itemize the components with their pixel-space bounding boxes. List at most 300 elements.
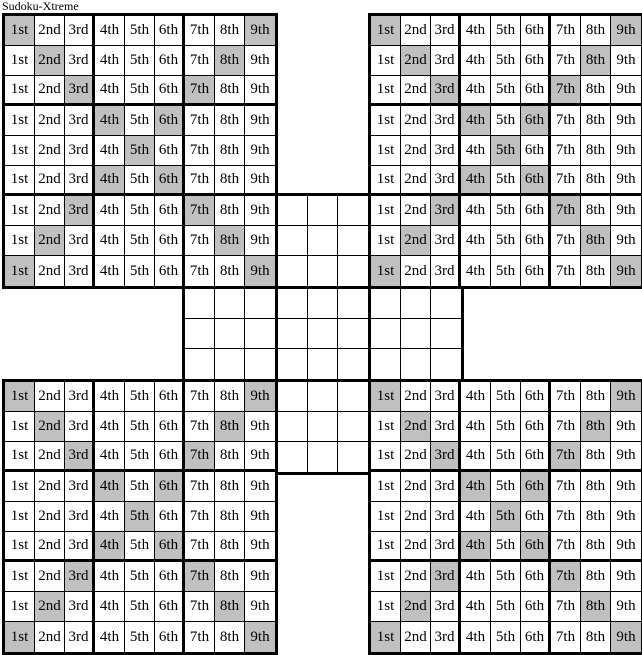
top-right-cell-r2c7[interactable]: 7th <box>551 46 581 76</box>
top-left-cell-r9c2[interactable]: 2nd <box>35 256 65 286</box>
bottom-right-cell-r2c6[interactable]: 6th <box>521 412 551 442</box>
top-right-cell-r1c5[interactable]: 5th <box>491 16 521 46</box>
center-bottom-middle-cell-r3c1[interactable] <box>278 442 308 472</box>
bottom-left-cell-r7c8[interactable]: 8th <box>215 562 245 592</box>
bottom-right-cell-r7c7[interactable]: 7th <box>551 562 581 592</box>
top-right-cell-r8c8[interactable]: 8th <box>581 226 611 256</box>
bottom-left-cell-r2c3[interactable]: 3rd <box>65 412 95 442</box>
center-top-middle-cell-r2c1[interactable] <box>278 226 308 256</box>
bottom-right-cell-r9c6[interactable]: 6th <box>521 622 551 652</box>
bottom-right-cell-r9c5[interactable]: 5th <box>491 622 521 652</box>
center-middle-right-cell-r1c2[interactable] <box>401 289 431 319</box>
top-left-cell-r8c3[interactable]: 3rd <box>65 226 95 256</box>
top-left-cell-r1c4[interactable]: 4th <box>95 16 125 46</box>
bottom-right-cell-r9c3[interactable]: 3rd <box>431 622 461 652</box>
top-left-cell-r1c1[interactable]: 1st <box>5 16 35 46</box>
top-left-cell-r1c5[interactable]: 5th <box>125 16 155 46</box>
bottom-right-cell-r2c1[interactable]: 1st <box>371 412 401 442</box>
top-left-cell-r2c6[interactable]: 6th <box>155 46 185 76</box>
top-right-cell-r2c2[interactable]: 2nd <box>401 46 431 76</box>
bottom-right-cell-r9c8[interactable]: 8th <box>581 622 611 652</box>
bottom-left-cell-r4c2[interactable]: 2nd <box>35 472 65 502</box>
top-left-cell-r2c8[interactable]: 8th <box>215 46 245 76</box>
bottom-right-cell-r9c7[interactable]: 7th <box>551 622 581 652</box>
top-right-cell-r4c5[interactable]: 5th <box>491 106 521 136</box>
top-right-cell-r8c3[interactable]: 3rd <box>431 226 461 256</box>
top-left-cell-r6c2[interactable]: 2nd <box>35 166 65 196</box>
top-left-cell-r3c8[interactable]: 8th <box>215 76 245 106</box>
bottom-right-cell-r7c9[interactable]: 9th <box>611 562 641 592</box>
bottom-right-cell-r1c1[interactable]: 1st <box>371 382 401 412</box>
bottom-left-cell-r6c8[interactable]: 8th <box>215 532 245 562</box>
bottom-left-cell-r9c9[interactable]: 9th <box>245 622 275 652</box>
top-right-cell-r5c2[interactable]: 2nd <box>401 136 431 166</box>
top-right-cell-r4c4[interactable]: 4th <box>461 106 491 136</box>
top-left-cell-r5c8[interactable]: 8th <box>215 136 245 166</box>
top-left-cell-r7c3[interactable]: 3rd <box>65 196 95 226</box>
top-right-cell-r1c7[interactable]: 7th <box>551 16 581 46</box>
bottom-left-cell-r9c2[interactable]: 2nd <box>35 622 65 652</box>
top-right-cell-r1c1[interactable]: 1st <box>371 16 401 46</box>
top-left-cell-r7c2[interactable]: 2nd <box>35 196 65 226</box>
bottom-left-cell-r8c9[interactable]: 9th <box>245 592 275 622</box>
bottom-left-cell-r1c6[interactable]: 6th <box>155 382 185 412</box>
bottom-left-cell-r1c9[interactable]: 9th <box>245 382 275 412</box>
center-top-middle-cell-r1c2[interactable] <box>308 196 338 226</box>
top-left-cell-r4c2[interactable]: 2nd <box>35 106 65 136</box>
bottom-left-cell-r5c1[interactable]: 1st <box>5 502 35 532</box>
top-right-cell-r1c6[interactable]: 6th <box>521 16 551 46</box>
top-right-cell-r8c6[interactable]: 6th <box>521 226 551 256</box>
bottom-right-cell-r2c8[interactable]: 8th <box>581 412 611 442</box>
bottom-right-cell-r8c3[interactable]: 3rd <box>431 592 461 622</box>
center-bottom-middle-cell-r3c2[interactable] <box>308 442 338 472</box>
top-left-cell-r5c4[interactable]: 4th <box>95 136 125 166</box>
top-left-cell-r1c9[interactable]: 9th <box>245 16 275 46</box>
bottom-left-cell-r4c5[interactable]: 5th <box>125 472 155 502</box>
top-right-cell-r5c9[interactable]: 9th <box>611 136 641 166</box>
top-right-cell-r6c4[interactable]: 4th <box>461 166 491 196</box>
bottom-left-cell-r8c5[interactable]: 5th <box>125 592 155 622</box>
bottom-right-cell-r8c2[interactable]: 2nd <box>401 592 431 622</box>
bottom-right-cell-r1c2[interactable]: 2nd <box>401 382 431 412</box>
center-top-middle-cell-r1c1[interactable] <box>278 196 308 226</box>
bottom-right-cell-r4c3[interactable]: 3rd <box>431 472 461 502</box>
bottom-right-cell-r3c5[interactable]: 5th <box>491 442 521 472</box>
bottom-left-cell-r2c5[interactable]: 5th <box>125 412 155 442</box>
center-middle-left-cell-r1c1[interactable] <box>185 289 215 319</box>
center-middle-center-cell-r2c2[interactable] <box>308 319 338 349</box>
top-right-cell-r6c7[interactable]: 7th <box>551 166 581 196</box>
top-right-cell-r7c1[interactable]: 1st <box>371 196 401 226</box>
center-top-middle-cell-r2c2[interactable] <box>308 226 338 256</box>
bottom-left-cell-r1c8[interactable]: 8th <box>215 382 245 412</box>
bottom-left-cell-r7c4[interactable]: 4th <box>95 562 125 592</box>
top-right-cell-r9c4[interactable]: 4th <box>461 256 491 286</box>
top-right-cell-r2c8[interactable]: 8th <box>581 46 611 76</box>
bottom-left-cell-r6c1[interactable]: 1st <box>5 532 35 562</box>
top-right-cell-r8c7[interactable]: 7th <box>551 226 581 256</box>
bottom-left-cell-r3c1[interactable]: 1st <box>5 442 35 472</box>
bottom-right-cell-r5c9[interactable]: 9th <box>611 502 641 532</box>
center-middle-right-cell-r3c2[interactable] <box>401 349 431 379</box>
bottom-right-cell-r3c2[interactable]: 2nd <box>401 442 431 472</box>
top-left-cell-r6c8[interactable]: 8th <box>215 166 245 196</box>
top-right-cell-r2c1[interactable]: 1st <box>371 46 401 76</box>
top-left-cell-r7c8[interactable]: 8th <box>215 196 245 226</box>
top-left-cell-r7c5[interactable]: 5th <box>125 196 155 226</box>
top-right-cell-r3c3[interactable]: 3rd <box>431 76 461 106</box>
top-left-cell-r3c2[interactable]: 2nd <box>35 76 65 106</box>
top-left-cell-r6c4[interactable]: 4th <box>95 166 125 196</box>
bottom-right-cell-r3c4[interactable]: 4th <box>461 442 491 472</box>
bottom-left-cell-r9c7[interactable]: 7th <box>185 622 215 652</box>
top-right-cell-r3c7[interactable]: 7th <box>551 76 581 106</box>
top-right-cell-r7c2[interactable]: 2nd <box>401 196 431 226</box>
center-bottom-middle-cell-r3c3[interactable] <box>338 442 368 472</box>
top-right-cell-r7c4[interactable]: 4th <box>461 196 491 226</box>
bottom-right-cell-r5c5[interactable]: 5th <box>491 502 521 532</box>
top-right-cell-r2c5[interactable]: 5th <box>491 46 521 76</box>
top-right-cell-r4c1[interactable]: 1st <box>371 106 401 136</box>
top-right-cell-r3c9[interactable]: 9th <box>611 76 641 106</box>
top-right-cell-r6c8[interactable]: 8th <box>581 166 611 196</box>
bottom-left-cell-r5c6[interactable]: 6th <box>155 502 185 532</box>
top-left-cell-r2c2[interactable]: 2nd <box>35 46 65 76</box>
bottom-left-cell-r2c7[interactable]: 7th <box>185 412 215 442</box>
top-left-cell-r6c5[interactable]: 5th <box>125 166 155 196</box>
center-bottom-middle-cell-r1c2[interactable] <box>308 382 338 412</box>
bottom-left-cell-r6c2[interactable]: 2nd <box>35 532 65 562</box>
top-right-cell-r8c4[interactable]: 4th <box>461 226 491 256</box>
bottom-left-cell-r2c9[interactable]: 9th <box>245 412 275 442</box>
top-right-cell-r5c3[interactable]: 3rd <box>431 136 461 166</box>
bottom-right-cell-r6c9[interactable]: 9th <box>611 532 641 562</box>
bottom-left-cell-r3c6[interactable]: 6th <box>155 442 185 472</box>
center-middle-center-cell-r1c3[interactable] <box>338 289 368 319</box>
top-right-cell-r2c3[interactable]: 3rd <box>431 46 461 76</box>
top-right-cell-r5c4[interactable]: 4th <box>461 136 491 166</box>
bottom-right-cell-r5c1[interactable]: 1st <box>371 502 401 532</box>
bottom-left-cell-r2c1[interactable]: 1st <box>5 412 35 442</box>
bottom-left-cell-r9c3[interactable]: 3rd <box>65 622 95 652</box>
top-right-cell-r6c1[interactable]: 1st <box>371 166 401 196</box>
bottom-right-cell-r6c3[interactable]: 3rd <box>431 532 461 562</box>
center-middle-left-cell-r3c1[interactable] <box>185 349 215 379</box>
center-top-middle-cell-r3c1[interactable] <box>278 256 308 286</box>
top-left-cell-r9c4[interactable]: 4th <box>95 256 125 286</box>
bottom-left-cell-r7c9[interactable]: 9th <box>245 562 275 592</box>
center-bottom-middle-cell-r2c3[interactable] <box>338 412 368 442</box>
top-left-cell-r7c6[interactable]: 6th <box>155 196 185 226</box>
bottom-left-cell-r4c8[interactable]: 8th <box>215 472 245 502</box>
center-middle-center-cell-r2c1[interactable] <box>278 319 308 349</box>
top-left-cell-r4c8[interactable]: 8th <box>215 106 245 136</box>
top-right-cell-r3c2[interactable]: 2nd <box>401 76 431 106</box>
bottom-right-cell-r6c1[interactable]: 1st <box>371 532 401 562</box>
bottom-right-cell-r3c9[interactable]: 9th <box>611 442 641 472</box>
bottom-right-cell-r1c5[interactable]: 5th <box>491 382 521 412</box>
center-top-middle-cell-r3c2[interactable] <box>308 256 338 286</box>
bottom-right-cell-r2c3[interactable]: 3rd <box>431 412 461 442</box>
top-left-cell-r8c9[interactable]: 9th <box>245 226 275 256</box>
bottom-right-cell-r5c3[interactable]: 3rd <box>431 502 461 532</box>
top-right-cell-r8c5[interactable]: 5th <box>491 226 521 256</box>
bottom-right-cell-r5c7[interactable]: 7th <box>551 502 581 532</box>
top-right-cell-r5c6[interactable]: 6th <box>521 136 551 166</box>
bottom-right-cell-r8c4[interactable]: 4th <box>461 592 491 622</box>
center-middle-left-cell-r1c3[interactable] <box>245 289 275 319</box>
center-middle-right-cell-r2c1[interactable] <box>371 319 401 349</box>
bottom-right-cell-r2c4[interactable]: 4th <box>461 412 491 442</box>
top-left-cell-r3c6[interactable]: 6th <box>155 76 185 106</box>
center-top-middle-cell-r3c3[interactable] <box>338 256 368 286</box>
top-left-cell-r1c2[interactable]: 2nd <box>35 16 65 46</box>
bottom-right-cell-r2c5[interactable]: 5th <box>491 412 521 442</box>
top-left-cell-r1c8[interactable]: 8th <box>215 16 245 46</box>
top-left-cell-r2c5[interactable]: 5th <box>125 46 155 76</box>
top-right-cell-r9c3[interactable]: 3rd <box>431 256 461 286</box>
top-left-cell-r7c1[interactable]: 1st <box>5 196 35 226</box>
bottom-left-cell-r9c4[interactable]: 4th <box>95 622 125 652</box>
center-middle-center-cell-r3c2[interactable] <box>308 349 338 379</box>
top-right-cell-r6c9[interactable]: 9th <box>611 166 641 196</box>
center-middle-right-cell-r3c1[interactable] <box>371 349 401 379</box>
bottom-right-cell-r9c2[interactable]: 2nd <box>401 622 431 652</box>
bottom-left-cell-r2c4[interactable]: 4th <box>95 412 125 442</box>
bottom-right-cell-r7c4[interactable]: 4th <box>461 562 491 592</box>
top-left-cell-r5c1[interactable]: 1st <box>5 136 35 166</box>
bottom-right-cell-r5c6[interactable]: 6th <box>521 502 551 532</box>
top-left-cell-r2c7[interactable]: 7th <box>185 46 215 76</box>
bottom-left-cell-r6c3[interactable]: 3rd <box>65 532 95 562</box>
bottom-left-cell-r6c9[interactable]: 9th <box>245 532 275 562</box>
bottom-left-cell-r7c1[interactable]: 1st <box>5 562 35 592</box>
center-middle-left-cell-r3c3[interactable] <box>245 349 275 379</box>
top-left-cell-r1c6[interactable]: 6th <box>155 16 185 46</box>
top-right-cell-r3c5[interactable]: 5th <box>491 76 521 106</box>
bottom-right-cell-r4c1[interactable]: 1st <box>371 472 401 502</box>
top-left-cell-r4c1[interactable]: 1st <box>5 106 35 136</box>
bottom-left-cell-r4c6[interactable]: 6th <box>155 472 185 502</box>
bottom-right-cell-r1c4[interactable]: 4th <box>461 382 491 412</box>
top-right-cell-r5c1[interactable]: 1st <box>371 136 401 166</box>
top-left-cell-r7c4[interactable]: 4th <box>95 196 125 226</box>
bottom-left-cell-r3c3[interactable]: 3rd <box>65 442 95 472</box>
top-left-cell-r3c9[interactable]: 9th <box>245 76 275 106</box>
top-left-cell-r7c9[interactable]: 9th <box>245 196 275 226</box>
bottom-left-cell-r7c3[interactable]: 3rd <box>65 562 95 592</box>
bottom-right-cell-r3c3[interactable]: 3rd <box>431 442 461 472</box>
top-right-cell-r3c4[interactable]: 4th <box>461 76 491 106</box>
center-middle-left-cell-r2c2[interactable] <box>215 319 245 349</box>
top-left-cell-r2c1[interactable]: 1st <box>5 46 35 76</box>
bottom-right-cell-r8c8[interactable]: 8th <box>581 592 611 622</box>
top-right-cell-r7c9[interactable]: 9th <box>611 196 641 226</box>
bottom-left-cell-r3c5[interactable]: 5th <box>125 442 155 472</box>
top-right-cell-r7c7[interactable]: 7th <box>551 196 581 226</box>
top-left-cell-r5c7[interactable]: 7th <box>185 136 215 166</box>
top-left-cell-r9c3[interactable]: 3rd <box>65 256 95 286</box>
top-left-cell-r4c6[interactable]: 6th <box>155 106 185 136</box>
top-right-cell-r3c8[interactable]: 8th <box>581 76 611 106</box>
bottom-left-cell-r5c8[interactable]: 8th <box>215 502 245 532</box>
bottom-right-cell-r9c4[interactable]: 4th <box>461 622 491 652</box>
bottom-left-cell-r4c7[interactable]: 7th <box>185 472 215 502</box>
center-middle-right-cell-r1c1[interactable] <box>371 289 401 319</box>
bottom-left-cell-r5c4[interactable]: 4th <box>95 502 125 532</box>
top-left-cell-r9c5[interactable]: 5th <box>125 256 155 286</box>
bottom-left-cell-r7c7[interactable]: 7th <box>185 562 215 592</box>
bottom-right-cell-r2c7[interactable]: 7th <box>551 412 581 442</box>
bottom-right-cell-r7c5[interactable]: 5th <box>491 562 521 592</box>
center-middle-left-cell-r1c2[interactable] <box>215 289 245 319</box>
top-right-cell-r9c2[interactable]: 2nd <box>401 256 431 286</box>
bottom-left-cell-r3c9[interactable]: 9th <box>245 442 275 472</box>
bottom-left-cell-r1c2[interactable]: 2nd <box>35 382 65 412</box>
bottom-left-cell-r2c8[interactable]: 8th <box>215 412 245 442</box>
top-left-cell-r3c3[interactable]: 3rd <box>65 76 95 106</box>
top-right-cell-r4c9[interactable]: 9th <box>611 106 641 136</box>
top-right-cell-r9c9[interactable]: 9th <box>611 256 641 286</box>
top-right-cell-r4c2[interactable]: 2nd <box>401 106 431 136</box>
bottom-right-cell-r7c6[interactable]: 6th <box>521 562 551 592</box>
top-left-cell-r3c5[interactable]: 5th <box>125 76 155 106</box>
bottom-right-cell-r7c3[interactable]: 3rd <box>431 562 461 592</box>
top-left-cell-r6c7[interactable]: 7th <box>185 166 215 196</box>
bottom-right-cell-r6c5[interactable]: 5th <box>491 532 521 562</box>
bottom-left-cell-r3c2[interactable]: 2nd <box>35 442 65 472</box>
top-left-cell-r9c6[interactable]: 6th <box>155 256 185 286</box>
top-right-cell-r5c7[interactable]: 7th <box>551 136 581 166</box>
top-right-cell-r7c5[interactable]: 5th <box>491 196 521 226</box>
center-middle-right-cell-r1c3[interactable] <box>431 289 461 319</box>
top-left-cell-r3c7[interactable]: 7th <box>185 76 215 106</box>
top-right-cell-r6c3[interactable]: 3rd <box>431 166 461 196</box>
center-middle-right-cell-r2c2[interactable] <box>401 319 431 349</box>
center-middle-right-cell-r3c3[interactable] <box>431 349 461 379</box>
bottom-left-cell-r1c5[interactable]: 5th <box>125 382 155 412</box>
center-middle-right-cell-r2c3[interactable] <box>431 319 461 349</box>
bottom-right-cell-r1c6[interactable]: 6th <box>521 382 551 412</box>
bottom-left-cell-r5c3[interactable]: 3rd <box>65 502 95 532</box>
top-right-cell-r1c9[interactable]: 9th <box>611 16 641 46</box>
top-right-cell-r3c1[interactable]: 1st <box>371 76 401 106</box>
bottom-right-cell-r7c2[interactable]: 2nd <box>401 562 431 592</box>
bottom-left-cell-r4c3[interactable]: 3rd <box>65 472 95 502</box>
bottom-left-cell-r2c6[interactable]: 6th <box>155 412 185 442</box>
top-left-cell-r6c9[interactable]: 9th <box>245 166 275 196</box>
top-left-cell-r5c5[interactable]: 5th <box>125 136 155 166</box>
top-right-cell-r7c6[interactable]: 6th <box>521 196 551 226</box>
top-right-cell-r8c2[interactable]: 2nd <box>401 226 431 256</box>
top-right-cell-r7c3[interactable]: 3rd <box>431 196 461 226</box>
bottom-left-cell-r9c8[interactable]: 8th <box>215 622 245 652</box>
top-left-cell-r4c3[interactable]: 3rd <box>65 106 95 136</box>
center-middle-left-cell-r2c3[interactable] <box>245 319 275 349</box>
top-left-cell-r5c3[interactable]: 3rd <box>65 136 95 166</box>
bottom-right-cell-r4c6[interactable]: 6th <box>521 472 551 502</box>
top-right-cell-r5c8[interactable]: 8th <box>581 136 611 166</box>
top-right-cell-r8c9[interactable]: 9th <box>611 226 641 256</box>
top-right-cell-r9c8[interactable]: 8th <box>581 256 611 286</box>
bottom-right-cell-r5c8[interactable]: 8th <box>581 502 611 532</box>
bottom-right-cell-r2c9[interactable]: 9th <box>611 412 641 442</box>
top-right-cell-r9c6[interactable]: 6th <box>521 256 551 286</box>
top-right-cell-r2c9[interactable]: 9th <box>611 46 641 76</box>
top-left-cell-r9c1[interactable]: 1st <box>5 256 35 286</box>
bottom-left-cell-r8c1[interactable]: 1st <box>5 592 35 622</box>
top-left-cell-r2c4[interactable]: 4th <box>95 46 125 76</box>
bottom-left-cell-r8c2[interactable]: 2nd <box>35 592 65 622</box>
top-left-cell-r2c9[interactable]: 9th <box>245 46 275 76</box>
bottom-left-cell-r5c5[interactable]: 5th <box>125 502 155 532</box>
bottom-right-cell-r6c4[interactable]: 4th <box>461 532 491 562</box>
bottom-right-cell-r2c2[interactable]: 2nd <box>401 412 431 442</box>
top-right-cell-r1c8[interactable]: 8th <box>581 16 611 46</box>
top-left-cell-r4c9[interactable]: 9th <box>245 106 275 136</box>
top-left-cell-r8c7[interactable]: 7th <box>185 226 215 256</box>
bottom-left-cell-r1c7[interactable]: 7th <box>185 382 215 412</box>
bottom-right-cell-r5c4[interactable]: 4th <box>461 502 491 532</box>
bottom-left-cell-r3c8[interactable]: 8th <box>215 442 245 472</box>
bottom-left-cell-r6c6[interactable]: 6th <box>155 532 185 562</box>
bottom-left-cell-r1c4[interactable]: 4th <box>95 382 125 412</box>
bottom-right-cell-r4c4[interactable]: 4th <box>461 472 491 502</box>
top-right-cell-r6c5[interactable]: 5th <box>491 166 521 196</box>
top-right-cell-r9c5[interactable]: 5th <box>491 256 521 286</box>
top-left-cell-r9c7[interactable]: 7th <box>185 256 215 286</box>
bottom-right-cell-r6c8[interactable]: 8th <box>581 532 611 562</box>
bottom-left-cell-r5c9[interactable]: 9th <box>245 502 275 532</box>
top-right-cell-r4c8[interactable]: 8th <box>581 106 611 136</box>
bottom-right-cell-r8c1[interactable]: 1st <box>371 592 401 622</box>
top-left-cell-r4c7[interactable]: 7th <box>185 106 215 136</box>
top-right-cell-r1c3[interactable]: 3rd <box>431 16 461 46</box>
bottom-right-cell-r8c9[interactable]: 9th <box>611 592 641 622</box>
bottom-left-cell-r4c4[interactable]: 4th <box>95 472 125 502</box>
top-left-cell-r9c8[interactable]: 8th <box>215 256 245 286</box>
bottom-left-cell-r8c8[interactable]: 8th <box>215 592 245 622</box>
top-right-cell-r2c6[interactable]: 6th <box>521 46 551 76</box>
top-left-cell-r2c3[interactable]: 3rd <box>65 46 95 76</box>
top-left-cell-r4c5[interactable]: 5th <box>125 106 155 136</box>
center-bottom-middle-cell-r1c1[interactable] <box>278 382 308 412</box>
top-right-cell-r5c5[interactable]: 5th <box>491 136 521 166</box>
top-left-cell-r3c4[interactable]: 4th <box>95 76 125 106</box>
top-left-cell-r1c3[interactable]: 3rd <box>65 16 95 46</box>
bottom-right-cell-r3c8[interactable]: 8th <box>581 442 611 472</box>
top-left-cell-r8c6[interactable]: 6th <box>155 226 185 256</box>
center-bottom-middle-cell-r2c1[interactable] <box>278 412 308 442</box>
bottom-right-cell-r6c6[interactable]: 6th <box>521 532 551 562</box>
bottom-left-cell-r8c3[interactable]: 3rd <box>65 592 95 622</box>
center-top-middle-cell-r1c3[interactable] <box>338 196 368 226</box>
bottom-left-cell-r6c4[interactable]: 4th <box>95 532 125 562</box>
top-right-cell-r8c1[interactable]: 1st <box>371 226 401 256</box>
top-right-cell-r6c6[interactable]: 6th <box>521 166 551 196</box>
top-left-cell-r8c4[interactable]: 4th <box>95 226 125 256</box>
center-middle-center-cell-r1c1[interactable] <box>278 289 308 319</box>
top-left-cell-r3c1[interactable]: 1st <box>5 76 35 106</box>
bottom-left-cell-r2c2[interactable]: 2nd <box>35 412 65 442</box>
bottom-left-cell-r8c4[interactable]: 4th <box>95 592 125 622</box>
bottom-left-cell-r6c7[interactable]: 7th <box>185 532 215 562</box>
bottom-left-cell-r3c7[interactable]: 7th <box>185 442 215 472</box>
bottom-right-cell-r9c1[interactable]: 1st <box>371 622 401 652</box>
top-left-cell-r5c6[interactable]: 6th <box>155 136 185 166</box>
bottom-left-cell-r1c3[interactable]: 3rd <box>65 382 95 412</box>
